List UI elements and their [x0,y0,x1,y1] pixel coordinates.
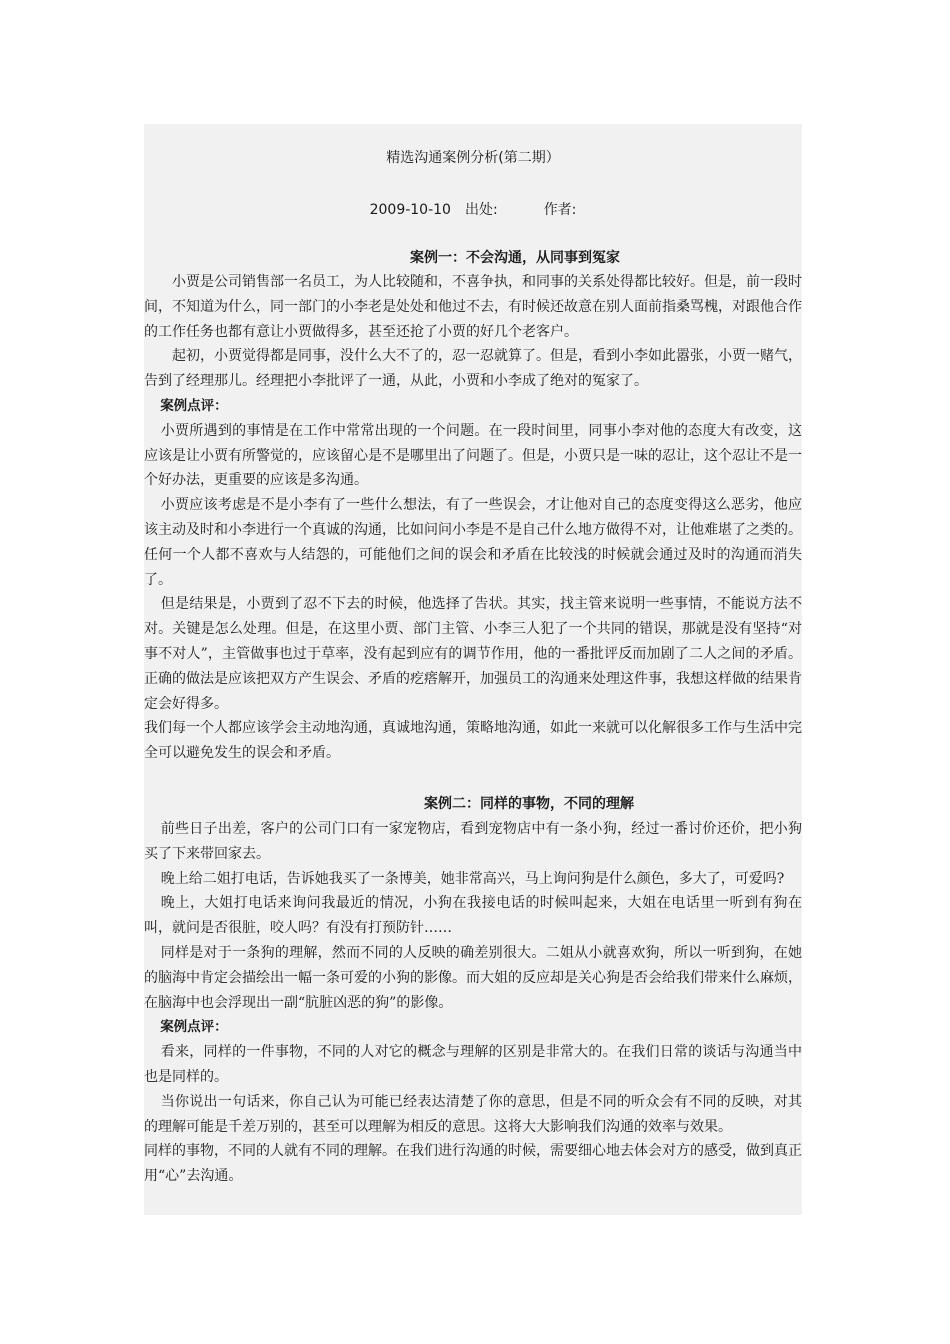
case1-comment: 小贾应该考虑是不是小李有了一些什么想法，有了一些误会，才让他对自己的态度变得这么恶劣，他应该主动及时和小李进行一个真诚的沟通，比如问问小李是不是自己什么地方做得不对，让他难堪了之类的。任何一个人都不喜欢与人结怨的，可能他们之间的误会和矛盾在比较浅的时候就会通过及时的沟通而消失了。 [144,497,802,588]
case1-comment: 小贾所遇到的事情是在工作中常常出现的一个问题。在一段时间里，同事小李对他的态度大有改变，这应该是让小贾有所警觉的，应该留心是不是哪里出了问题了。但是，小贾只是一味的忍让，这个忍让不是一个好办法，更重要的应该是多沟通。 [144,422,802,489]
case2-comment-label: 案例点评： [160,1019,228,1036]
article-panel [144,124,802,1215]
case2-paragraph: 晚上给二姐打电话，告诉她我买了一条博美，她非常高兴，马上询问狗是什么颜色，多大了，可爱吗? [160,870,785,887]
author-label: 作者: [543,202,577,218]
case2-paragraph: 同样是对于一条狗的理解，然而不同的人反映的确差别很大。二姐从小就喜欢狗，所以一听到狗，在她的脑海中肯定会描绘出一幅一条可爱的小狗的影像。而大姐的反应却是关心狗是否会给我们带来什么麻烦，在脑海中也会浮现出一副“肮脏凶恶的狗”的影像。 [144,944,802,1011]
source-label: 出处: [464,202,498,218]
case2-paragraph: 前些日子出差，客户的公司门口有一家宠物店，看到宠物店中有一条小狗，经过一番讨价还价，把小狗买了下来带回家去。 [144,821,802,862]
case1-conclusion: 我们每一个人都应该学会主动地沟通，真诚地沟通，策略地沟通，如此一来就可以化解很多工作与生活中完全可以避免发生的误会和矛盾。 [144,720,802,762]
case2-paragraph: 晚上，大姐打电话来询问我最近的情况，小狗在我接电话的时候叫起来，大姐在电话里一听到有狗在叫，就问是否很脏，咬人吗？有没有打预防针…… [144,895,802,937]
case1-paragraph: 小贾是公司销售部一名员工，为人比较随和，不喜争执，和同事的关系处得都比较好。但是，前一段时间，不知道为什么，同一部门的小李老是处处和他过不去，有时候还故意在别人面前指桑骂槐，对跟他合作的工作任务也都有意让小贾做得多，甚至还抢了小贾的好几个老客户。 [144,274,802,340]
case1-body [144,270,802,766]
case1-title: 案例一：不会沟通，从同事到冤家 [410,250,620,266]
case2-body [144,817,802,1189]
article-date: 2009-10-10 [369,202,451,218]
article-meta [144,198,802,223]
case1-paragraph: 起初，小贾觉得都是同事，没什么大不了的，忍一忍就算了。但是，看到小李如此嚣张，小贾一赌气，告到了经理那儿。经理把小李批评了一通，从此，小贾和小李成了绝对的冤家了。 [144,348,802,390]
case2-title: 案例二：同样的事物，不同的理解 [424,796,634,812]
case1-comment: 但是结果是，小贾到了忍不下去的时候，他选择了告状。其实，找主管来说明一些事情，不能说方法不对。关键是怎么处理。但是，在这里小贾、部门主管、小李三人犯了一个共同的错误，那就是没有坚持“对事不对人”，主管做事也过于草率，没有起到应有的调节作用，他的一番批评反而加剧了二人之间的矛盾。正确的做法是应该把双方产生误会、矛盾的疙瘩解开，加强员工的沟通来处理这件事，我想这样做的结果肯定会好得多。 [144,596,802,712]
article-title: 精选沟通案例分析(第二期） [386,150,560,166]
case2-comment: 看来，同样的一件事物，不同的人对它的概念与理解的区别是非常大的。在我们日常的谈话与沟通当中也是同样的。 [144,1044,802,1085]
case1-comment-label: 案例点评： [160,397,228,414]
case2-conclusion: 同样的事物，不同的人就有不同的理解。在我们进行沟通的时候，需要细心地去体会对方的感受，做到真正用“心”去沟通。 [144,1143,802,1185]
case2-comment: 当你说出一句话来，你自己认为可能已经表达清楚了你的意思，但是不同的听众会有不同的反映，对其的理解可能是千差万别的，甚至可以理解为相反的意思。这将大大影响我们沟通的效率与效果。 [144,1093,802,1135]
